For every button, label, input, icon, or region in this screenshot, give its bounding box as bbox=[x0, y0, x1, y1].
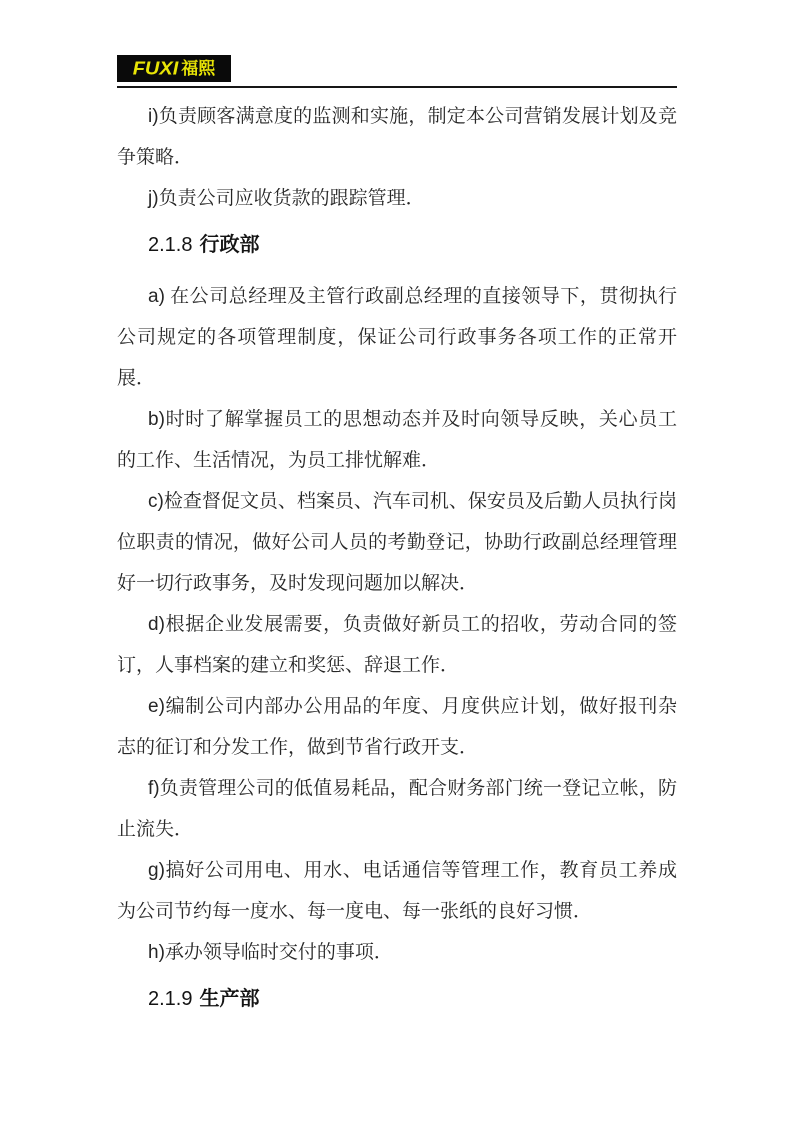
item-text: 根据企业发展需要，负责做好新员工的招收，劳动合同的签订，人事档案的建立和奖惩、辞退工作． bbox=[117, 614, 677, 676]
header-rule bbox=[117, 86, 677, 88]
company-logo bbox=[117, 55, 231, 82]
section-heading-2-1-9 bbox=[117, 979, 677, 1020]
logo-cjk-text: 福熙 bbox=[181, 59, 216, 78]
item-letter: a) bbox=[148, 286, 165, 307]
item-letter: h) bbox=[148, 942, 165, 963]
item-text: 时时了解掌握员工的思想动态并及时向领导反映，关心员工的工作、生活情况，为员工排忧解难． bbox=[117, 409, 677, 471]
heading-number: 2.1.8 bbox=[148, 234, 193, 256]
item-letter: e) bbox=[148, 696, 165, 717]
paragraph-item-j bbox=[117, 178, 677, 219]
section-heading-2-1-8 bbox=[117, 225, 677, 266]
item-letter: f) bbox=[148, 778, 160, 799]
paragraph-item-b bbox=[117, 399, 677, 481]
paragraph-item-a bbox=[117, 276, 677, 399]
item-text: 负责顾客满意度的监测和实施，制定本公司营销发展计划及竞争策略． bbox=[117, 106, 677, 168]
item-letter: d) bbox=[148, 614, 165, 635]
item-text: 检查督促文员、档案员、汽车司机、保安员及后勤人员执行岗位职责的情况，做好公司人员的考勤登记，协助行政副总经理管理好一切行政事务，及时发现问题加以解决． bbox=[117, 491, 677, 594]
item-text: 搞好公司用电、用水、电话通信等管理工作，教育员工养成为公司节约每一度水、每一度电、每一张纸的良好习惯． bbox=[117, 860, 677, 922]
paragraph-item-e bbox=[117, 686, 677, 768]
heading-title: 生产部 bbox=[199, 988, 260, 1010]
item-letter: g) bbox=[148, 860, 165, 881]
item-letter: c) bbox=[148, 491, 164, 512]
item-text: 编制公司内部办公用品的年度、月度供应计划，做好报刊杂志的征订和分发工作，做到节省行政开支． bbox=[117, 696, 677, 758]
paragraph-item-c bbox=[117, 481, 677, 604]
item-text: 在公司总经理及主管行政副总经理的直接领导下，贯彻执行公司规定的各项管理制度，保证公司行政事务各项工作的正常开展． bbox=[117, 286, 677, 389]
paragraph-item-g bbox=[117, 850, 677, 932]
item-text: 负责管理公司的低值易耗品，配合财务部门统一登记立帐，防止流失． bbox=[117, 778, 677, 840]
item-letter: j) bbox=[148, 188, 159, 209]
paragraph-item-d bbox=[117, 604, 677, 686]
paragraph-item-i bbox=[117, 96, 677, 178]
item-letter: b) bbox=[148, 409, 165, 430]
item-letter: i) bbox=[148, 106, 159, 127]
item-text: 负责公司应收货款的跟踪管理． bbox=[158, 188, 425, 209]
heading-title: 行政部 bbox=[199, 234, 260, 256]
item-text: 承办领导临时交付的事项． bbox=[164, 942, 393, 963]
paragraph-item-f bbox=[117, 768, 677, 850]
logo-latin-text: FUXI bbox=[132, 58, 179, 79]
heading-number: 2.1.9 bbox=[148, 988, 193, 1010]
document-body bbox=[117, 96, 677, 1030]
paragraph-item-h bbox=[117, 932, 677, 973]
